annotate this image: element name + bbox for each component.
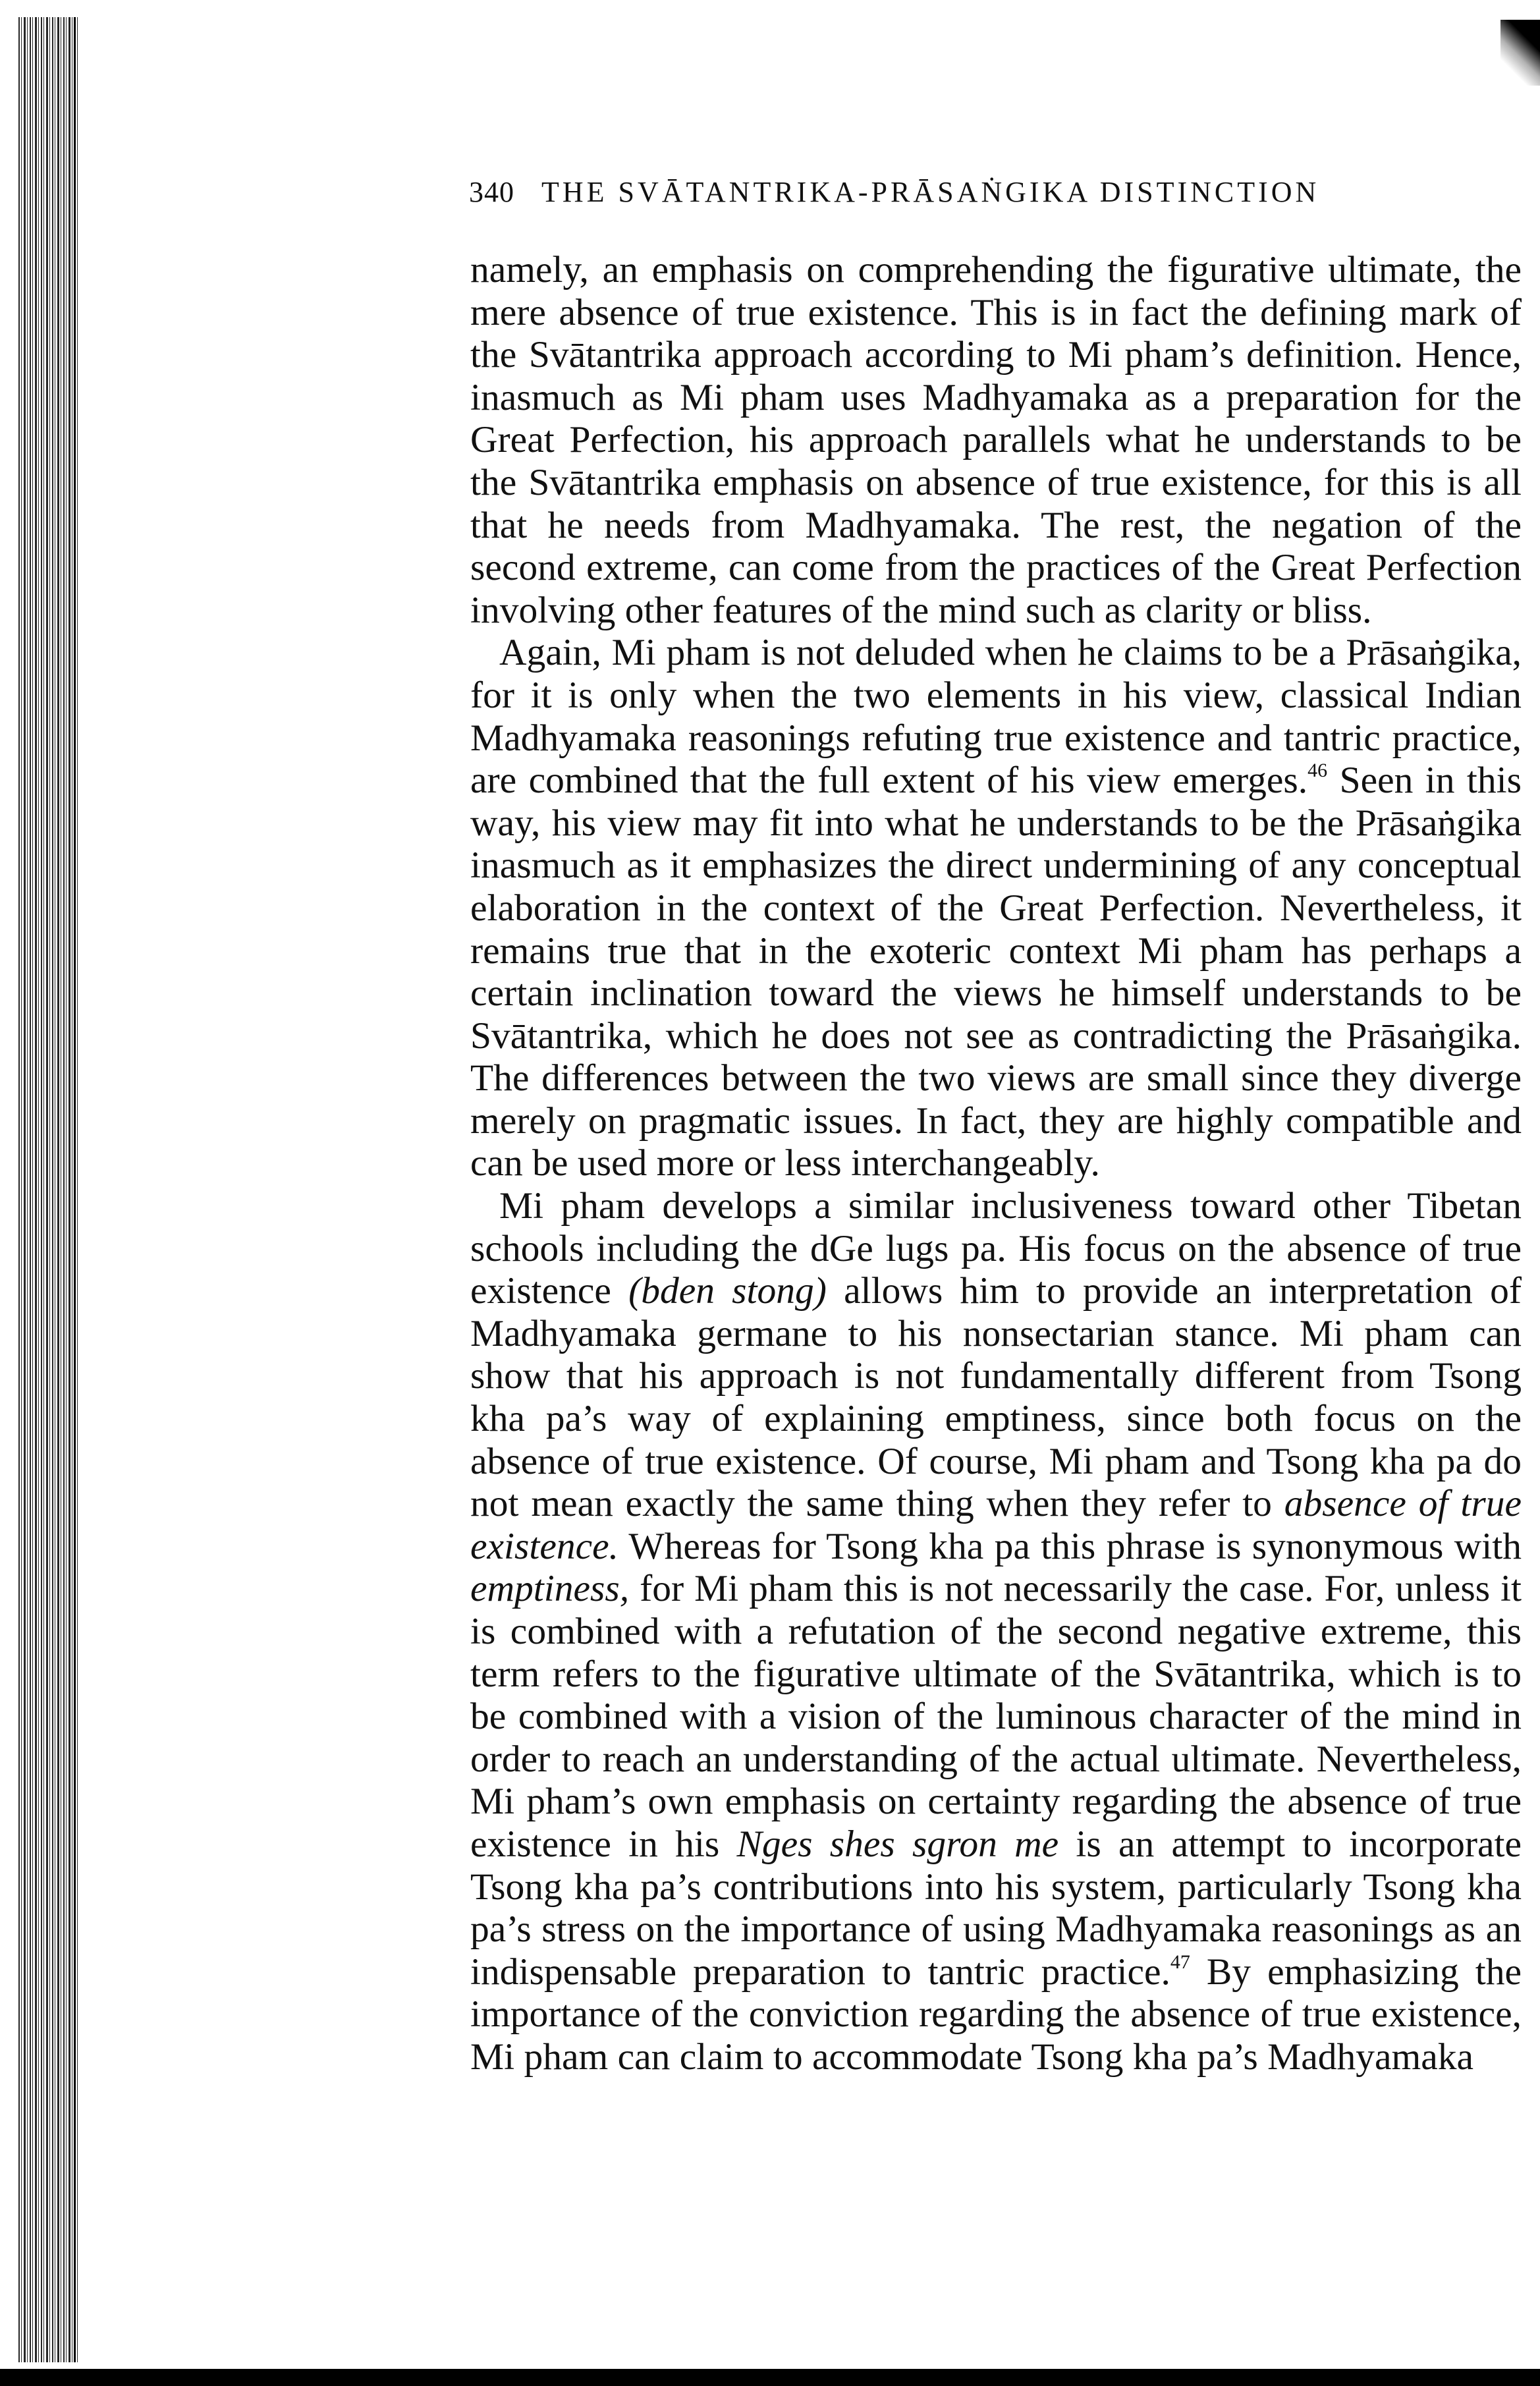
text-run: for Mi pham this is not necessarily the case. For, unless it is combined with a refutation of the second negative extreme, this term refers to the figurative ultimate of the Svātantrika, which is to be combined with a vision of the luminous character of the mind in order to reach an understanding of the actual ultimate. Nevertheless, Mi pham’s own emphasis on certainty regarding the absence of true existence in his	[470, 1568, 1522, 1865]
chapter-title: THE SVĀTANTRIKA-PRĀSAṄGIKA DISTINCTION	[541, 176, 1320, 208]
text-run: Whereas for Tsong kha pa this phrase is synonymous with	[619, 1525, 1522, 1567]
footnote-reference[interactable]: 47	[1170, 1951, 1190, 1973]
scan-bottom-edge	[0, 2369, 1540, 2386]
italic-term: Nges shes sgron me	[736, 1823, 1059, 1865]
text-run: namely, an emphasis on comprehending the figurative ultimate, the mere absence of true existence. This is in fact the defining mark of the Svātantrika approach according to Mi pham’s definition. Hence, inasmuch as Mi pham uses Madhyamaka as a preparation for the Great Perfection, his approach parallels what he understands to be the Svātantrika emphasis on absence of true existence, for this is all that he needs from Madhyamaka. The rest, the negation of the second extreme, can come from the practices of the Great Perfection involving other features of the mind such as clarity or bliss.	[470, 249, 1522, 631]
italic-term: (bden stong)	[628, 1270, 827, 1312]
body-text	[470, 249, 1522, 2079]
page-gutter-edge	[74, 17, 76, 2362]
paragraph	[470, 1185, 1522, 2078]
italic-term: emptiness,	[470, 1568, 630, 1610]
text-run: allows him to provide an interpretation of Madhyamaka germane to his nonsectarian stance. Mi pham can show that his approach is not fundamentally different from Tsong kha pa’s way of explaining emptiness, since both focus on the absence of true existence. Of course, Mi pham and Tsong kha pa do not mean exactly the same thing when they refer to	[470, 1270, 1522, 1525]
text-run: Again, Mi pham is not deluded when he claims to be a Prāsaṅgika, for it is only when the two elements in his view, classical Indian Madhyamaka reasonings refuting true existence and tantric practice, are combined that the full extent of his view emerges.	[470, 632, 1522, 802]
running-head	[469, 173, 1457, 212]
page-corner-shadow	[1500, 20, 1540, 86]
paragraph	[470, 249, 1522, 632]
text-run: Mi pham develops a similar inclusiveness toward other Tibetan schools including the dGe lugs pa. His focus on the absence of true existence	[470, 1185, 1522, 1312]
paragraph	[470, 632, 1522, 1185]
text-run: is an attempt to incorporate Tsong kha pa’s contributions into his system, particularly Tsong kha pa’s stress on the importance of using Madhyamaka reasonings as an indispensable preparation to tantric practice.	[470, 1823, 1522, 1993]
text-run: By emphasizing the importance of the conviction regarding the absence of true existence, Mi pham can claim to accommodate Tsong kha pa’s Madhyamaka	[470, 1951, 1522, 2078]
book-spine-scan-artifact	[18, 17, 79, 2362]
footnote-reference[interactable]: 46	[1307, 760, 1328, 782]
page-number: 340	[469, 176, 514, 208]
italic-term: absence of true existence.	[470, 1483, 1522, 1567]
text-run: Seen in this way, his view may fit into what he understands to be the Prāsaṅgika inasmuch as it emphasizes the direct undermining of any conceptual elaboration in the context of the Great Perfection. Nevertheless, it remains true that in the exoteric context Mi pham has perhaps a certain inclination toward the views he himself understands to be Svātantrika, which he does not see as contradicting the Prāsaṅgika. The differences between the two views are small since they diverge merely on pragmatic issues. In fact, they are highly compatible and can be used more or less interchangeably.	[470, 760, 1522, 1184]
